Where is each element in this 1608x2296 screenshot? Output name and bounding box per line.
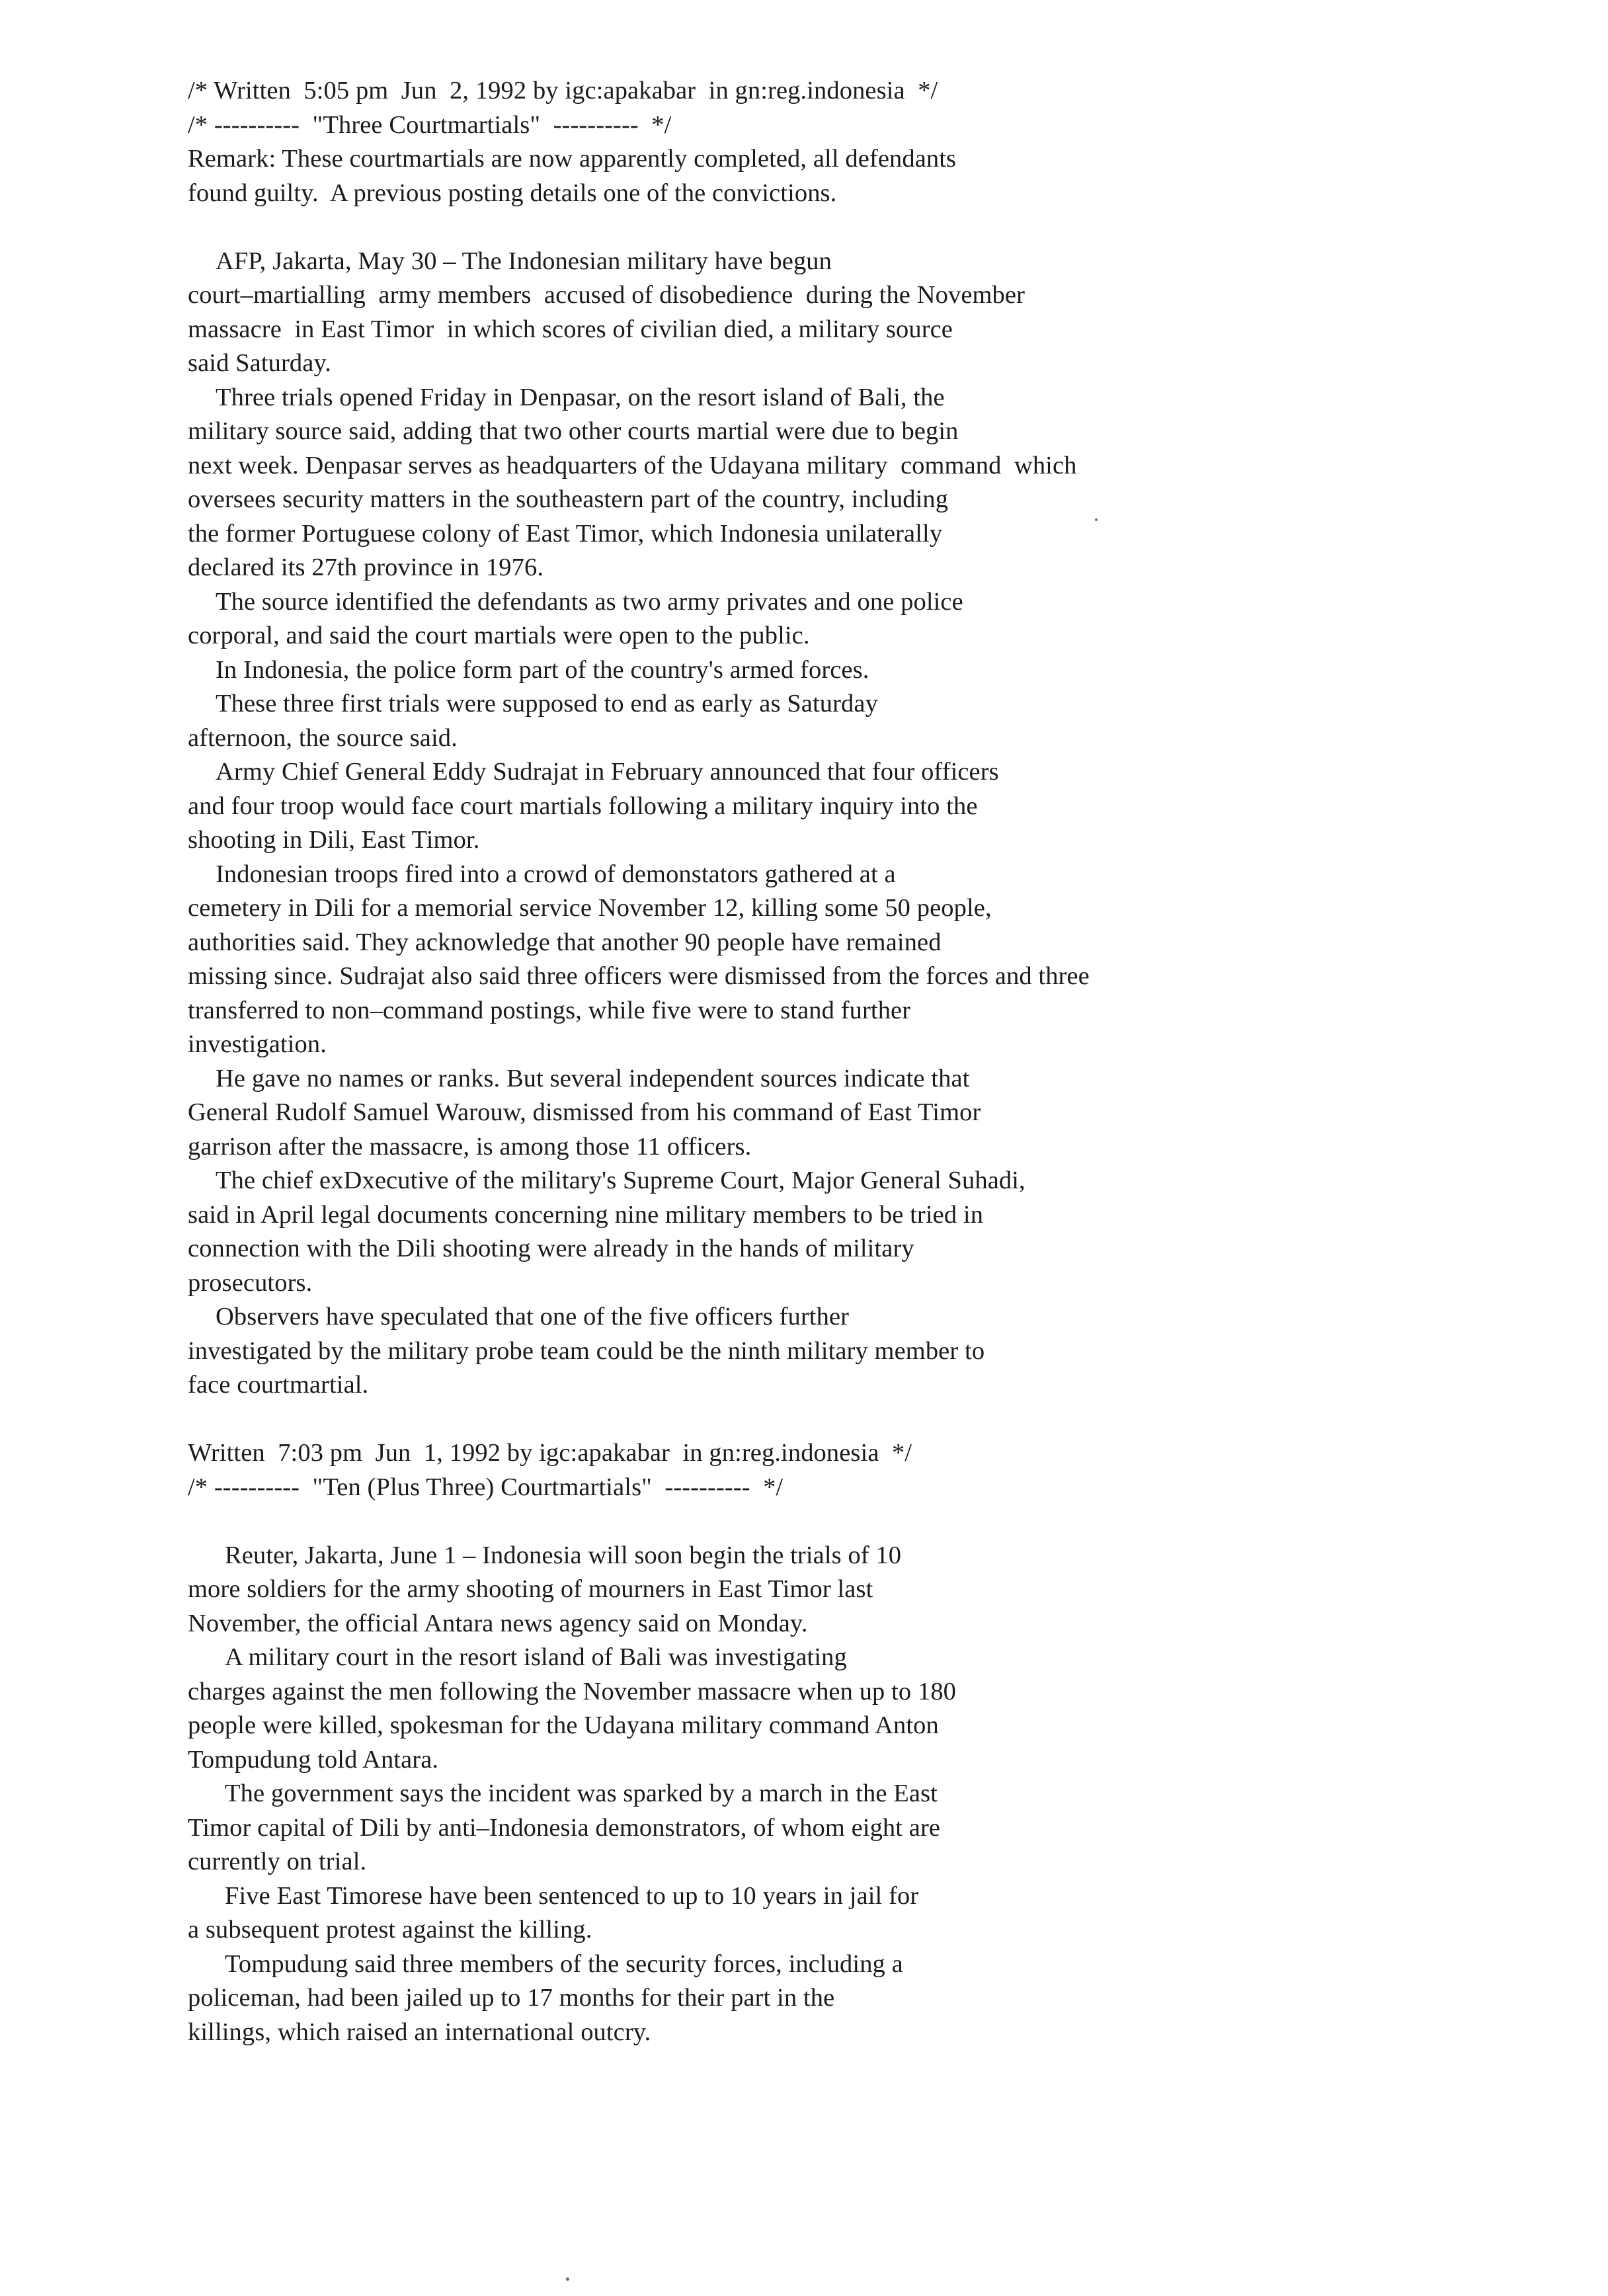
article-line: said Saturday. <box>188 349 332 377</box>
article-line: transferred to non–command postings, while five were to stand further <box>188 996 911 1024</box>
article-paragraph-start: Indonesian troops fired into a crowd of demonstators gathered at a <box>216 860 896 888</box>
article-line: next week. Denpasar serves as headquarters of the Udayana military command which <box>188 451 1077 479</box>
article-paragraph-start: These three first trials were supposed to end as early as Saturday <box>216 690 878 718</box>
article-line: investigated by the military probe team could be the ninth military member to <box>188 1336 985 1365</box>
scan-speck <box>566 2277 569 2281</box>
article-line: killings, which raised an international outcry. <box>188 2018 651 2046</box>
article-paragraph-start: He gave no names or ranks. But several independent sources indicate that <box>216 1064 970 1092</box>
blank-line <box>188 1403 1484 1437</box>
article-paragraph-start: The chief exDxecutive of the military's Supreme Court, Major General Suhadi, <box>216 1167 1025 1194</box>
article-line: people were killed, spokesman for the Udayana military command Anton <box>188 1711 939 1739</box>
blank-line <box>188 1504 1484 1539</box>
article-line: November, the official Antara news agency said on Monday. <box>188 1609 808 1637</box>
article-line: court–martialling army members accused of disobedience during the November <box>188 281 1025 309</box>
article-paragraph-start: The source identified the defendants as two army privates and one police <box>216 587 963 616</box>
article-paragraph-start: Observers have speculated that one of the five officers further <box>216 1303 850 1331</box>
article-paragraph-start: In Indonesia, the police form part of the country's armed forces. <box>216 655 869 684</box>
article-line: Tompudung told Antara. <box>188 1745 439 1774</box>
article-paragraph-start: Five East Timorese have been sentenced to up to 10 years in jail for <box>225 1881 919 1910</box>
remark-line: found guilty. A previous posting details one of the convictions. <box>188 179 837 207</box>
article-line: corporal, and said the court martials were open to the public. <box>188 622 810 649</box>
posting-title-line: /* ---------- "Ten (Plus Three) Courtmartials" ---------- */ <box>188 1473 784 1501</box>
article-line: investigation. <box>188 1030 327 1058</box>
article-line: Timor capital of Dili by anti–Indonesia demonstrators, of whom eight are <box>188 1813 941 1842</box>
article-line: cemetery in Dili for a memorial service November 12, killing some 50 people, <box>188 894 992 922</box>
article-line: a subsequent protest against the killing. <box>188 1916 592 1944</box>
article-line: said in April legal documents concerning nine military members to be tried in <box>188 1200 984 1229</box>
article-line: shooting in Dili, East Timor. <box>188 826 480 854</box>
article-paragraph-start: Three trials opened Friday in Denpasar, on the resort island of Bali, the <box>216 383 945 411</box>
article-line: missing since. Sudrajat also said three officers were dismissed from the forces and three <box>188 962 1090 990</box>
posting-header-line: /* Written 5:05 pm Jun 2, 1992 by igc:apakabar in gn:reg.indonesia */ <box>188 77 938 104</box>
article-line: face courtmartial. <box>188 1371 369 1399</box>
article-paragraph-start: The government says the incident was sparked by a march in the East <box>225 1780 938 1807</box>
article-paragraph-start: Tompudung said three members of the security forces, including a <box>225 1949 903 1978</box>
article-line: the former Portuguese colony of East Timor, which Indonesia unilaterally <box>188 519 943 548</box>
scan-speck <box>1095 518 1098 521</box>
article-paragraph-start: Army Chief General Eddy Sudrajat in February announced that four officers <box>216 758 999 786</box>
posting-header-line: Written 7:03 pm Jun 1, 1992 by igc:apakabar in gn:reg.indonesia */ <box>188 1439 912 1467</box>
article-line: currently on trial. <box>188 1848 367 1875</box>
remark-line: Remark: These courtmartials are now apparently completed, all defendants <box>188 145 957 173</box>
article-line: massacre in East Timor in which scores of civilian died, a military source <box>188 315 953 343</box>
article-line: policeman, had been jailed up to 17 months for their part in the <box>188 1984 835 2012</box>
article-line: authorities said. They acknowledge that another 90 people have remained <box>188 928 942 956</box>
article-line: and four troop would face court martials following a military inquiry into the <box>188 792 978 820</box>
article-paragraph-start: Reuter, Jakarta, June 1 – Indonesia will soon begin the trials of 10 <box>225 1541 902 1569</box>
article-paragraph-start: A military court in the resort island of Bali was investigating <box>225 1643 847 1671</box>
article-line: General Rudolf Samuel Warouw, dismissed from his command of East Timor <box>188 1098 981 1126</box>
article-paragraph-start: AFP, Jakarta, May 30 – The Indonesian military have begun <box>216 247 832 275</box>
article-line: oversees security matters in the southeastern part of the country, including <box>188 485 949 513</box>
article-line: prosecutors. <box>188 1268 313 1297</box>
article-line: afternoon, the source said. <box>188 723 458 752</box>
article-line: military source said, adding that two other courts martial were due to begin <box>188 417 959 445</box>
document-body <box>188 74 1484 2049</box>
article-line: garrison after the massacre, is among those 11 officers. <box>188 1132 752 1161</box>
article-line: connection with the Dili shooting were already in the hands of military <box>188 1235 914 1262</box>
article-line: declared its 27th province in 1976. <box>188 554 544 581</box>
article-line: more soldiers for the army shooting of mourners in East Timor last <box>188 1575 873 1603</box>
article-line: charges against the men following the November massacre when up to 180 <box>188 1677 957 1705</box>
posting-title-line: /* ---------- "Three Courtmartials" ---------- */ <box>188 110 672 139</box>
blank-line <box>188 210 1484 245</box>
